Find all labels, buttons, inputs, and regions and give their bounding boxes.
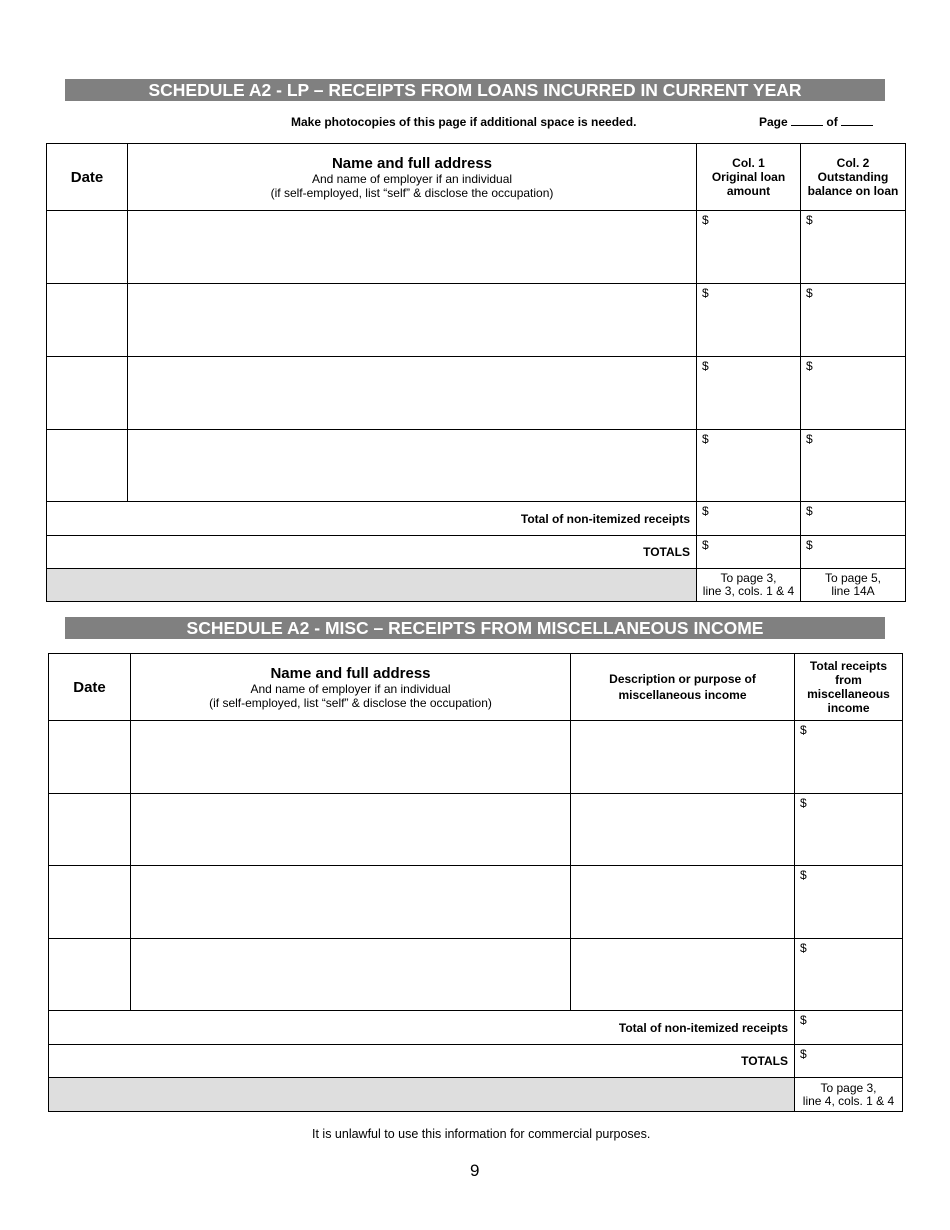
table-row xyxy=(49,939,903,1011)
misc-receipts-table xyxy=(48,653,903,1112)
misc-date-header: Date xyxy=(49,654,131,721)
table-row xyxy=(49,866,903,939)
schedule-misc-banner: SCHEDULE A2 - MISC – RECEIPTS FROM MISCELLANEOUS INCOME xyxy=(65,617,885,639)
misc-date-cell[interactable] xyxy=(49,866,131,939)
lp-date-cell[interactable] xyxy=(47,211,128,284)
lp-totals-label: TOTALS xyxy=(47,536,697,569)
misc-amount-cell[interactable]: $ xyxy=(795,866,903,939)
lp-date-cell[interactable] xyxy=(47,284,128,357)
lp-col1-cell[interactable]: $ xyxy=(697,284,801,357)
misc-description-header: Description or purpose of miscellaneous income xyxy=(571,654,795,721)
misc-description-cell[interactable] xyxy=(571,794,795,866)
misc-name-cell[interactable] xyxy=(131,866,571,939)
misc-totals-label: TOTALS xyxy=(49,1045,795,1078)
table-row xyxy=(49,721,903,794)
lp-non-itemized-col2[interactable]: $ xyxy=(801,502,906,536)
lp-name-cell[interactable] xyxy=(128,430,697,502)
misc-name-header: Name and full address And name of employer if an individual (if self-employed, list “self” & disclose the occupation) xyxy=(131,654,571,721)
misc-shaded-cell xyxy=(49,1078,795,1112)
page-number: 9 xyxy=(470,1161,480,1180)
misc-total-destination: To page 3, line 4, cols. 1 & 4 xyxy=(795,1078,903,1112)
misc-totals-row xyxy=(49,1045,903,1078)
misc-description-cell[interactable] xyxy=(571,866,795,939)
misc-totals-amount[interactable]: $ xyxy=(795,1045,903,1078)
schedule-lp-banner: SCHEDULE A2 - LP – RECEIPTS FROM LOANS INCURRED IN CURRENT YEAR xyxy=(65,79,885,101)
misc-total-header: Total receipts from miscellaneous income xyxy=(795,654,903,721)
lp-totals-col2[interactable]: $ xyxy=(801,536,906,569)
misc-date-cell[interactable] xyxy=(49,794,131,866)
lp-totals-col1[interactable]: $ xyxy=(697,536,801,569)
misc-date-cell[interactable] xyxy=(49,939,131,1011)
lp-col2-cell[interactable]: $ xyxy=(801,211,906,284)
table-row xyxy=(47,357,906,430)
lp-col1-header: Col. 1 Original loan amount xyxy=(697,144,801,211)
table-row xyxy=(49,794,903,866)
lp-col1-cell[interactable]: $ xyxy=(697,211,801,284)
lp-non-itemized-label: Total of non-itemized receipts xyxy=(47,502,697,536)
misc-description-cell[interactable] xyxy=(571,939,795,1011)
misc-non-itemized-label: Total of non-itemized receipts xyxy=(49,1011,795,1045)
lp-col2-cell[interactable]: $ xyxy=(801,357,906,430)
page-blank[interactable] xyxy=(791,125,823,126)
page-of-label: of xyxy=(826,115,838,129)
lp-col2-cell[interactable]: $ xyxy=(801,430,906,502)
misc-header-row xyxy=(49,654,903,721)
misc-amount-cell[interactable]: $ xyxy=(795,794,903,866)
misc-date-cell[interactable] xyxy=(49,721,131,794)
misc-name-cell[interactable] xyxy=(131,794,571,866)
table-row xyxy=(47,211,906,284)
misc-non-itemized-amount[interactable]: $ xyxy=(795,1011,903,1045)
commercial-use-notice: It is unlawful to use this information for commercial purposes. xyxy=(312,1127,651,1141)
lp-name-cell[interactable] xyxy=(128,211,697,284)
lp-col1-cell[interactable]: $ xyxy=(697,430,801,502)
photocopy-instructions: Make photocopies of this page if additional space is needed. xyxy=(291,115,637,129)
lp-col2-destination: To page 5, line 14A xyxy=(801,569,906,602)
lp-col2-header: Col. 2 Outstanding balance on loan xyxy=(801,144,906,211)
lp-col2-cell[interactable]: $ xyxy=(801,284,906,357)
misc-carry-row xyxy=(49,1078,903,1112)
table-row xyxy=(47,284,906,357)
page-count-field[interactable] xyxy=(759,115,873,129)
lp-date-cell[interactable] xyxy=(47,430,128,502)
table-row xyxy=(47,430,906,502)
lp-date-cell[interactable] xyxy=(47,357,128,430)
misc-description-cell[interactable] xyxy=(571,721,795,794)
lp-col1-destination: To page 3, line 3, cols. 1 & 4 xyxy=(697,569,801,602)
lp-col1-cell[interactable]: $ xyxy=(697,357,801,430)
lp-name-header: Name and full address And name of employer if an individual (if self-employed, list “self” & disclose the occupation) xyxy=(128,144,697,211)
misc-name-cell[interactable] xyxy=(131,721,571,794)
lp-header-row xyxy=(47,144,906,211)
misc-amount-cell[interactable]: $ xyxy=(795,721,903,794)
lp-receipts-table xyxy=(46,143,906,602)
page-label: Page xyxy=(759,115,788,129)
lp-carry-row xyxy=(47,569,906,602)
misc-non-itemized-row xyxy=(49,1011,903,1045)
lp-non-itemized-col1[interactable]: $ xyxy=(697,502,801,536)
page-total-blank[interactable] xyxy=(841,125,873,126)
lp-date-header: Date xyxy=(47,144,128,211)
lp-totals-row xyxy=(47,536,906,569)
lp-name-cell[interactable] xyxy=(128,357,697,430)
misc-name-cell[interactable] xyxy=(131,939,571,1011)
misc-amount-cell[interactable]: $ xyxy=(795,939,903,1011)
lp-non-itemized-row xyxy=(47,502,906,536)
lp-name-cell[interactable] xyxy=(128,284,697,357)
lp-shaded-cell xyxy=(47,569,697,602)
